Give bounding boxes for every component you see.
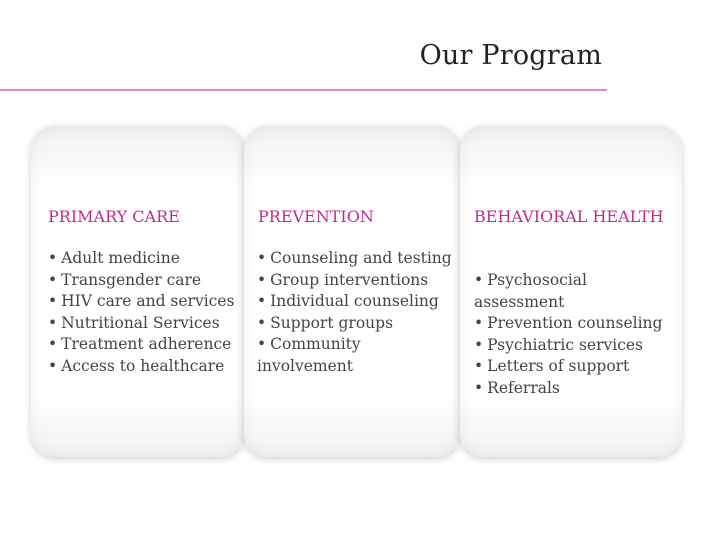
list-item: • Community involvement xyxy=(257,335,361,375)
list-item: • Letters of support xyxy=(474,357,630,375)
card-list xyxy=(257,248,456,377)
card-heading: PREVENTION xyxy=(258,207,374,226)
list-item: • Counseling and testing xyxy=(257,249,452,267)
card-heading: PRIMARY CARE xyxy=(48,207,180,226)
list-item: • Prevention counseling xyxy=(474,314,663,332)
list-item: • Adult medicine xyxy=(48,249,180,267)
card-heading: BEHAVIORAL HEALTH xyxy=(474,207,664,226)
list-item: • Psychiatric services xyxy=(474,335,644,354)
list-item: • Nutritional Services xyxy=(48,313,220,332)
card-primary-care xyxy=(31,126,244,457)
card-list xyxy=(474,270,678,399)
list-item: • HIV care and services xyxy=(48,292,235,310)
list-item: • Transgender care xyxy=(48,270,202,289)
card-behavioral-health xyxy=(460,126,682,457)
card-list xyxy=(48,248,240,377)
list-item: • Psychosocial assessment xyxy=(474,271,587,311)
list-item: • Individual counseling xyxy=(257,292,439,310)
list-item: • Group interventions xyxy=(257,270,429,289)
list-item: • Referrals xyxy=(474,378,560,397)
list-item: • Treatment adherence xyxy=(48,335,232,353)
card-prevention xyxy=(244,126,460,457)
list-item: • Access to healthcare xyxy=(48,356,225,375)
list-item: • Support groups xyxy=(257,313,394,332)
slide-title: Our Program xyxy=(419,40,602,71)
